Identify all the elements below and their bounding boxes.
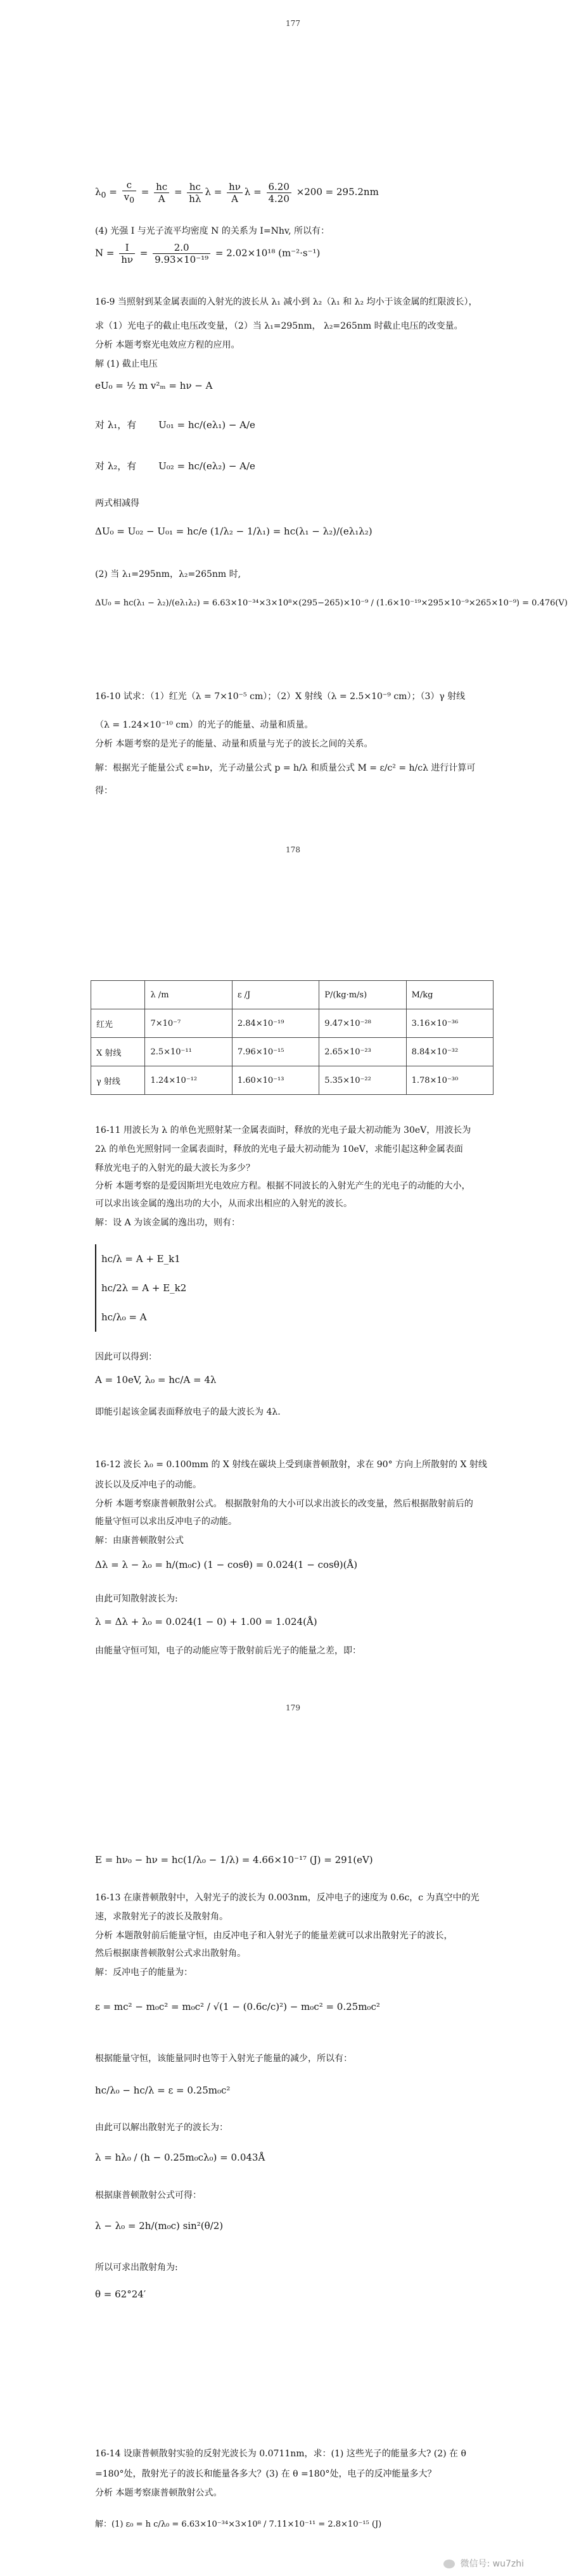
- paragraph: 分析 本题考察康普顿散射公式。 根据散射角的大小可以求出波长的改变量，然后根据散射前后的: [95, 1499, 473, 1509]
- table-cell: 2.5×10⁻¹¹: [145, 1038, 232, 1066]
- equation-lhs: $\lambda_0$ =: [95, 186, 120, 199]
- equation: A = 10eV, λ₀ = hc/A = 4λ: [95, 1374, 217, 1386]
- paragraph: 根据能量守恒，该能量同时也等于入射光子能量的减少，所以有：: [95, 2054, 352, 2064]
- paragraph: 分析 本题散射前后能量守恒，由反冲电子和入射光子的能量差就可以求出散射光子的波长，: [95, 1931, 453, 1941]
- table-cell: 1.24×10⁻¹²: [145, 1066, 232, 1095]
- page-number: 177: [286, 19, 300, 28]
- paragraph: 波长以及反冲电子的动能。: [95, 1480, 201, 1490]
- table-header-row: [91, 981, 494, 1009]
- watermark-text: 微信号: wu7zhi: [460, 2559, 524, 2569]
- equation: N = $\frac{I}{h\nu}$ = $\frac{2.0}{\text{9.93×10⁻¹⁹}}$ = 2.02×10¹⁸ (m⁻²·s⁻¹): [95, 242, 321, 265]
- table-row: [91, 1038, 494, 1066]
- paragraph: 由此可以解出散射光子的波长为：: [95, 2123, 228, 2133]
- equation-body: U₀₂ = hc/(eλ₂) − A/e: [158, 460, 255, 472]
- paragraph: 因此可以得到：: [95, 1352, 157, 1362]
- paragraph: 然后根据康普顿散射公式求出散射角。: [95, 1948, 246, 1959]
- fraction: [153, 242, 210, 265]
- equation: λ = hλ₀ / (h − 0.25m₀cλ₀) = 0.043Å: [95, 2152, 265, 2163]
- paragraph: 得：: [95, 786, 113, 796]
- denominator: 4.20: [268, 193, 290, 205]
- paragraph: 16-10 试求：（1）红光（λ = 7×10⁻⁵ cm）；（2）X 射线（λ = 2.5×10⁻⁹ cm）；（3）γ 射线: [95, 691, 466, 702]
- paragraph: 分析 本题考察康普顿散射公式。: [95, 2488, 222, 2498]
- equation-rhs: = 2.02×10¹⁸ (m⁻²·s⁻¹): [215, 247, 321, 259]
- paragraph: 能量守恒可以求出反冲电子的动能。: [95, 1517, 237, 1527]
- paragraph: (2) 当 λ₁=295nm，λ₂=265nm 时,: [95, 569, 241, 579]
- table-header: ε /J: [232, 981, 319, 1009]
- table-cell: 1.60×10⁻¹³: [232, 1066, 319, 1095]
- equation: [95, 459, 255, 472]
- table-header: P/(kg·m/s): [319, 981, 406, 1009]
- equation: λ = Δλ + λ₀ = 0.024(1 − 0) + 1.00 = 1.024(Å): [95, 1616, 317, 1627]
- equation-lhs: N =: [95, 247, 115, 259]
- equation: [95, 418, 255, 431]
- fraction: $\frac{h\nu}{A}$: [227, 181, 243, 205]
- equation: ε = mc² − m₀c² = m₀c² / √(1 − (0.6c/c)²) − m₀c² = 0.25m₀c²: [95, 2001, 380, 2012]
- numerator: 6.20: [267, 181, 291, 193]
- table-header: M/kg: [406, 981, 493, 1009]
- wechat-icon: [443, 2560, 455, 2568]
- paragraph: 2λ 的单色光照射同一金属表面时，释放的光电子最大初动能为 10eV，求能引起这种金属表面: [95, 1144, 463, 1154]
- table-cell: 2.84×10⁻¹⁹: [232, 1009, 319, 1038]
- paragraph: 解：反冲电子的能量为：: [95, 1967, 193, 1978]
- equation: θ = 62°24′: [95, 2289, 146, 2300]
- paragraph: 16-12 波长 λ₀ = 0.100mm 的 X 射线在碳块上受到康普顿散射，求在 90° 方向上所散射的 X 射线: [95, 1460, 487, 1470]
- paragraph: 速，求散射光子的波长及散射角。: [95, 1912, 228, 1922]
- paragraph: 求（1）光电子的截止电压改变量，（2）当 λ₁=295nm， λ₂=265nm 时截止电压的改变量。: [95, 321, 463, 331]
- paragraph: 解：设 A 为该金属的逸出功，则有：: [95, 1218, 241, 1228]
- paragraph: 分析 本题考察的是光子的能量、动量和质量与光子的波长之间的关系。: [95, 739, 373, 749]
- equation: hc/λ = A + E_k1: [101, 1253, 181, 1265]
- paragraph: 16-13 在康普顿散射中，入射光子的波长为 0.003nm，反冲电子的速度为 0.6c，c 为真空中的光: [95, 1893, 480, 1903]
- table-header: λ /m: [145, 981, 232, 1009]
- table-row: [91, 1009, 494, 1038]
- table-cell: 5.35×10⁻²²: [319, 1066, 406, 1095]
- paragraph: 可以求出该金属的逸出功的大小，从而求出相应的入射光的波长。: [95, 1199, 352, 1209]
- equation: hc/λ₀ − hc/λ = ε = 0.25m₀c²: [95, 2085, 231, 2096]
- equation-system: [95, 1244, 186, 1332]
- table-cell: 2.65×10⁻²³: [319, 1038, 406, 1066]
- paragraph: 16-9 当照射到某金属表面的入射光的波长从 λ₁ 减小到 λ₂（λ₁ 和 λ₂ 均小于该金属的红限波长），: [95, 297, 478, 307]
- page-number: 178: [286, 845, 300, 854]
- table-cell: 9.47×10⁻²⁸: [319, 1009, 406, 1038]
- equation-body: U₀₁ = hc/(eλ₁) − A/e: [158, 419, 255, 431]
- data-table: [91, 980, 494, 1095]
- table-cell: X 射线: [91, 1038, 145, 1066]
- fraction: [267, 181, 291, 205]
- equation: ΔU₀ = hc(λ₁ − λ₂)/(eλ₁λ₂) = 6.63×10⁻³⁴×3×10⁸×(295−265)×10⁻⁹ / (1.6×10⁻¹⁹×295×10⁻⁹×265×10⁻⁹) = 0.476(V): [95, 598, 568, 608]
- paragraph: 所以可求出散射角为:: [95, 2263, 178, 2273]
- paragraph: （λ = 1.24×10⁻¹⁰ cm）的光子的能量、动量和质量。: [95, 720, 314, 730]
- paragraph: 解：根据光子能量公式 ε=hν，光子动量公式 p = h/λ 和质量公式 M = ε/c² = h/cλ 进行计算可: [95, 763, 476, 773]
- fraction: $\frac{hc}{h\lambda}$: [187, 181, 203, 205]
- equation: Δλ = λ − λ₀ = h/(m₀c) (1 − cosθ) = 0.024(1 − cosθ)(Å): [95, 1559, 358, 1570]
- equation: hc/λ₀ = A: [101, 1311, 147, 1323]
- equation: $\lambda_0$ = $\frac{c}{v_0}$ = $\frac{hc}{A}$ = $\frac{hc}{h\lambda}$ λ = $\frac{h\nu}{A}$ λ = $\frac{6.20}{4.20}$ ×200 = 295.2nm: [95, 179, 379, 205]
- table-header: [91, 981, 145, 1009]
- paragraph: 分析 本题考察光电效应方程的应用。: [95, 340, 240, 350]
- table-cell: 3.16×10⁻³⁶: [406, 1009, 493, 1038]
- fraction: $\frac{c}{v_0}$: [122, 179, 136, 206]
- denominator: 9.93×10⁻¹⁹: [155, 254, 209, 265]
- paragraph: =180°处，散射光子的波长和能量各多大？(3) 在 θ =180°处，电子的反冲能量多大？: [95, 2469, 436, 2479]
- paragraph: 16-11 用波长为 λ 的单色光照射某一金属表面时，释放的光电子最大初动能为 30eV，用波长为: [95, 1125, 471, 1135]
- paragraph: 由能量守恒可知，电子的动能应等于散射前后光子的能量之差，即：: [95, 1646, 361, 1656]
- table-cell: 7.96×10⁻¹⁵: [232, 1038, 319, 1066]
- table-row: [91, 1066, 494, 1095]
- watermark: [443, 2557, 524, 2570]
- paragraph: 解：由康普顿散射公式: [95, 1536, 184, 1546]
- equation: hc/2λ = A + E_k2: [101, 1282, 187, 1294]
- paragraph: 解 (1) 截止电压: [95, 359, 158, 369]
- equation-label: 对 λ₂，有: [95, 460, 137, 472]
- table-cell: 红光: [91, 1009, 145, 1038]
- table-cell: γ 射线: [91, 1066, 145, 1095]
- page-number: 179: [286, 1703, 300, 1712]
- table-cell: 7×10⁻⁷: [145, 1009, 232, 1038]
- equation: ΔU₀ = U₀₂ − U₀₁ = hc/e (1/λ₂ − 1/λ₁) = hc(λ₁ − λ₂)/(eλ₁λ₂): [95, 526, 373, 537]
- paragraph: 根据康普顿散射公式可得：: [95, 2190, 201, 2200]
- table-cell: 1.78×10⁻³⁰: [406, 1066, 493, 1095]
- equation-label: 对 λ₁，有: [95, 419, 137, 431]
- equation: eU₀ = ½ m v²ₘ = hν − A: [95, 380, 213, 391]
- paragraph: 16-14 设康普顿散射实验的反射光波长为 0.0711nm，求：(1) 这些光子的能量多大? (2) 在 θ: [95, 2449, 466, 2459]
- equation-rhs: ×200 = 295.2nm: [296, 186, 379, 198]
- paragraph: 即能引起该金属表面释放电子的最大波长为 4λ.: [95, 1407, 281, 1417]
- equation: 解：(1) ε₀ = h c/λ₀ = 6.63×10⁻³⁴×3×10⁸ / 7.11×10⁻¹¹ = 2.8×10⁻¹⁵ (J): [95, 2520, 382, 2529]
- fraction: $\frac{hc}{A}$: [154, 181, 169, 205]
- numerator: 2.0: [153, 242, 210, 254]
- paragraph: 分析 本题考察的是爱因斯坦光电效应方程。根据不同波长的入射光产生的光电子的动能的大小，: [95, 1181, 471, 1191]
- equation: λ − λ₀ = 2h/(m₀c) sin²(θ/2): [95, 2220, 224, 2232]
- fraction: $\frac{I}{h\nu}$: [119, 242, 135, 265]
- table-cell: 8.84×10⁻³²: [406, 1038, 493, 1066]
- paragraph: (4) 光强 I 与光子流平均密度 N 的关系为 I=Nhv, 所以有：: [95, 226, 329, 236]
- paragraph: 释放光电子的入射光的最大波长为多少？: [95, 1163, 255, 1173]
- equation: E = hν₀ − hν = hc(1/λ₀ − 1/λ) = 4.66×10⁻¹⁷ (J) = 291(eV): [95, 1854, 373, 1866]
- paragraph: 由此可知散射波长为:: [95, 1594, 178, 1604]
- paragraph: 两式相减得: [95, 498, 139, 508]
